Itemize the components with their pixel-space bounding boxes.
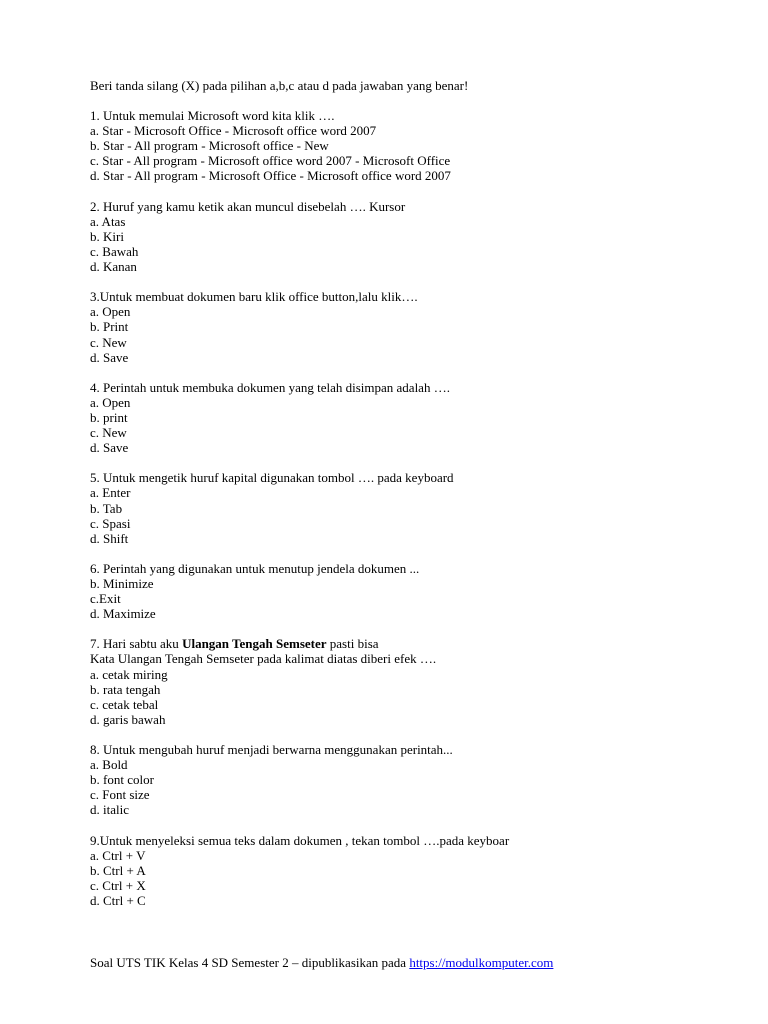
option-b: b. Tab [90,500,123,516]
option-b: b. Print [90,319,129,335]
question-2 [90,199,750,274]
question-text-bold: Ulangan Tengah Semseter [182,636,327,652]
option-c: c.Exit [90,591,121,607]
option-d: d. Ctrl + C [90,892,146,908]
option-d: d. Star - All program - Microsoft Office - Microsoft office word 2007 [90,168,451,184]
question-1 [90,108,750,183]
option-a: a. Ctrl + V [90,847,146,863]
question-text-2: Kata Ulangan Tengah Semseter pada kalimat diatas diberi efek …. [90,651,437,667]
option-b: b. Minimize [90,576,154,591]
option-b: b. print [90,409,128,425]
question-text: 5. Untuk mengetik huruf kapital digunakan tombol …. pada keyboard [90,470,454,486]
question-6 [90,561,750,621]
option-d: d. Save [90,440,129,456]
question-text: 9.Untuk menyeleksi semua teks dalam dokumen , tekan tombol ….pada keyboar [90,832,510,848]
option-a: a. cetak miring [90,666,168,682]
question-4 [90,380,750,455]
option-a: a. Enter [90,485,131,501]
option-a: a. Open [90,394,131,410]
option-c: c. cetak tebal [90,696,159,712]
option-d: d. Shift [90,530,129,546]
option-d: d. garis bawah [90,711,166,727]
instruction-text: Beri tanda silang (X) pada pilihan a,b,c atau d pada jawaban yang benar! [90,78,469,93]
option-b: b. Kiri [90,228,124,244]
option-a: a. Open [90,304,131,320]
option-b: b. Ctrl + A [90,862,146,878]
option-b: b. Star - All program - Microsoft office - New [90,138,329,154]
question-7 [90,636,750,727]
option-a: a. Atas [90,213,126,229]
question-text: 2. Huruf yang kamu ketik akan muncul disebelah …. Kursor [90,198,406,214]
option-c: c. Star - All program - Microsoft office word 2007 - Microsoft Office [90,153,451,169]
option-c: c. Spasi [90,515,131,531]
option-d: d. Save [90,349,129,365]
option-d: d. italic [90,802,129,818]
question-9 [90,833,750,908]
question-text: 6. Perintah yang digunakan untuk menutup jendela dokumen ... [90,560,420,576]
question-8 [90,742,750,817]
option-c: c. Font size [90,787,150,803]
question-text: 1. Untuk memulai Microsoft word kita klik …. [90,108,335,124]
question-text: 4. Perintah untuk membuka dokumen yang telah disimpan adalah …. [90,379,450,395]
question-text: 8. Untuk mengubah huruf menjadi berwarna menggunakan perintah... [90,742,453,758]
question-text [90,636,750,651]
question-5 [90,470,750,545]
option-d: d. Kanan [90,259,137,275]
question-3 [90,289,750,364]
option-a: a. Star - Microsoft Office - Microsoft office word 2007 [90,123,377,139]
option-b: b. font color [90,772,154,788]
footer-text: Soal UTS TIK Kelas 4 SD Semester 2 – dipublikasikan pada [90,955,410,970]
question-text-pre: 7. Hari sabtu aku [90,636,183,652]
question-text: 3.Untuk membuat dokumen baru klik office button,lalu klik…. [90,289,418,305]
option-c: c. Bawah [90,243,139,259]
document-page [90,78,750,923]
page-footer [90,955,553,971]
question-text-post: pasti bisa [326,636,379,652]
option-c: c. New [90,334,127,350]
option-d: d. Maximize [90,606,156,622]
option-b: b. rata tengah [90,681,161,697]
footer-link[interactable]: https://modulkomputer.com [409,955,554,970]
option-c: c. Ctrl + X [90,877,146,893]
option-c: c. New [90,425,127,441]
option-a: a. Bold [90,757,128,773]
